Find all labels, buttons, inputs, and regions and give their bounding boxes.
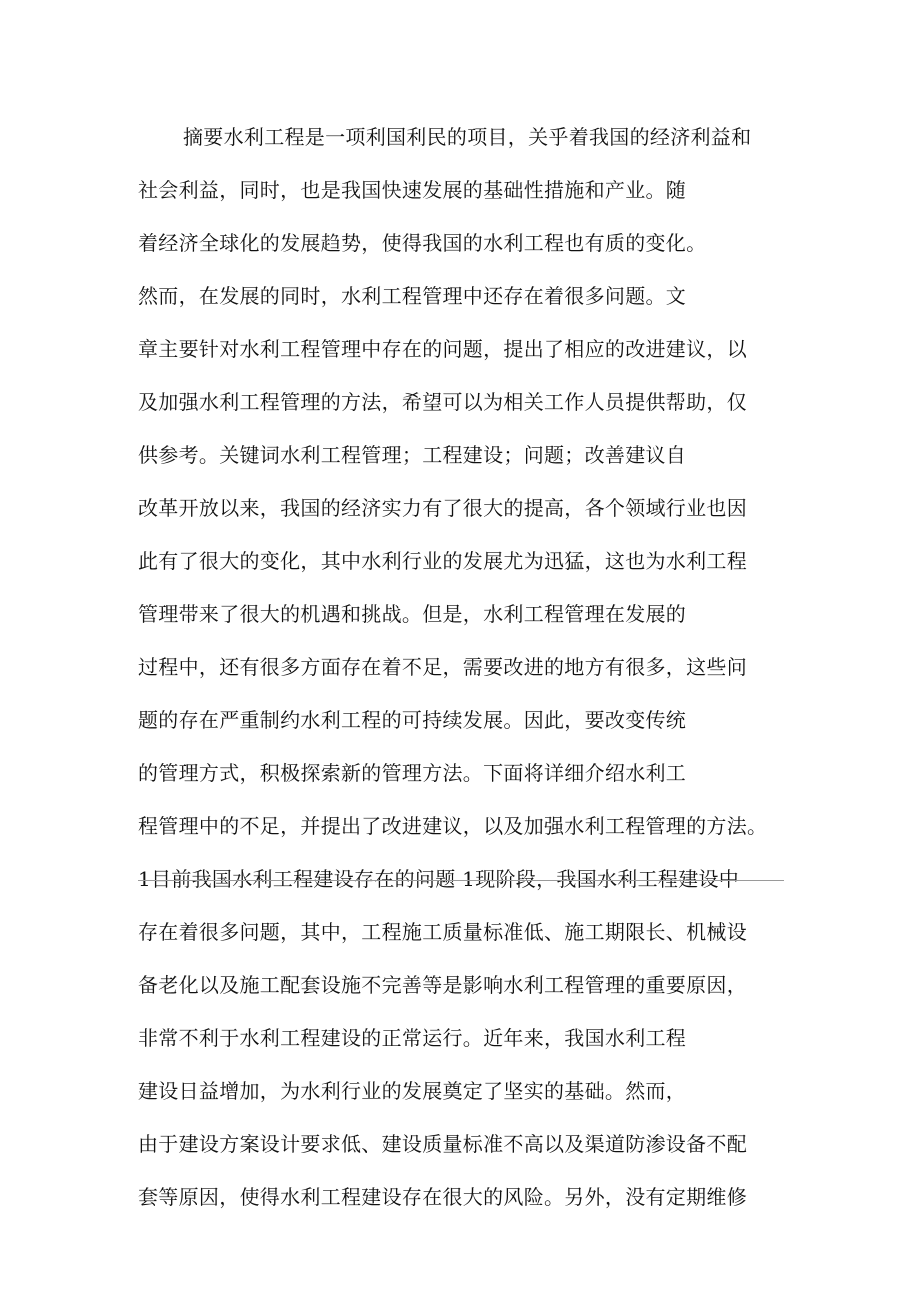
text-line: 供参考。关键词水利工程管理；工程建设；问题；改善建议自 — [138, 443, 687, 467]
body-text — [138, 116, 798, 1229]
text-line: 社会利益，同时，也是我国快速发展的基础性措施和产业。随 — [138, 178, 687, 202]
text-line: 1目前我国水利工程建设存在的问题 1现阶段，我国水利工程建设中 — [138, 867, 740, 891]
text-line: 及加强水利工程管理的方法，希望可以为相关工作人员提供帮助，仅 — [138, 390, 747, 414]
text-line: 套等原因，使得水利工程建设存在很大的风险。另外，没有定期维修 — [138, 1185, 747, 1209]
text-line: 由于建设方案设计要求低、建设质量标准不高以及渠道防渗设备不配 — [138, 1132, 747, 1156]
text-line: 摘要水利工程是一项利国利民的项目，关乎着我国的经济利益和 — [183, 125, 752, 149]
text-line: 题的存在严重制约水利工程的可持续发展。因此，要改变传统 — [138, 708, 687, 732]
horizontal-rule — [138, 880, 784, 881]
text-line: 备老化以及施工配套设施不完善等是影响水利工程管理的重要原因， — [138, 973, 747, 997]
text-line: 改革开放以来，我国的经济实力有了很大的提高，各个领域行业也因 — [138, 496, 747, 520]
text-line: 管理带来了很大的机遇和挑战。但是，水利工程管理在发展的 — [138, 602, 687, 626]
text-line: 然而，在发展的同时，水利工程管理中还存在着很多问题。文 — [138, 284, 687, 308]
text-line: 章主要针对水利工程管理中存在的问题，提出了相应的改进建议，以 — [138, 337, 747, 361]
text-line: 非常不利于水利工程建设的正常运行。近年来，我国水利工程 — [138, 1026, 687, 1050]
text-line: 此有了很大的变化，其中水利行业的发展尤为迅猛，这也为水利工程 — [138, 549, 747, 573]
text-line: 着经济全球化的发展趋势，使得我国的水利工程也有质的变化。 — [138, 231, 707, 255]
text-line: 建设日益增加，为水利行业的发展奠定了坚实的基础。然而， — [138, 1079, 687, 1103]
text-line: 程管理中的不足，并提出了改进建议，以及加强水利工程管理的方法。 — [138, 814, 768, 838]
text-line: 的管理方式，积极探索新的管理方法。下面将详细介绍水利工 — [138, 761, 687, 785]
text-line: 存在着很多问题，其中，工程施工质量标准低、施工期限长、机械设 — [138, 920, 747, 944]
text-line: 过程中，还有很多方面存在着不足，需要改进的地方有很多，这些问 — [138, 655, 747, 679]
